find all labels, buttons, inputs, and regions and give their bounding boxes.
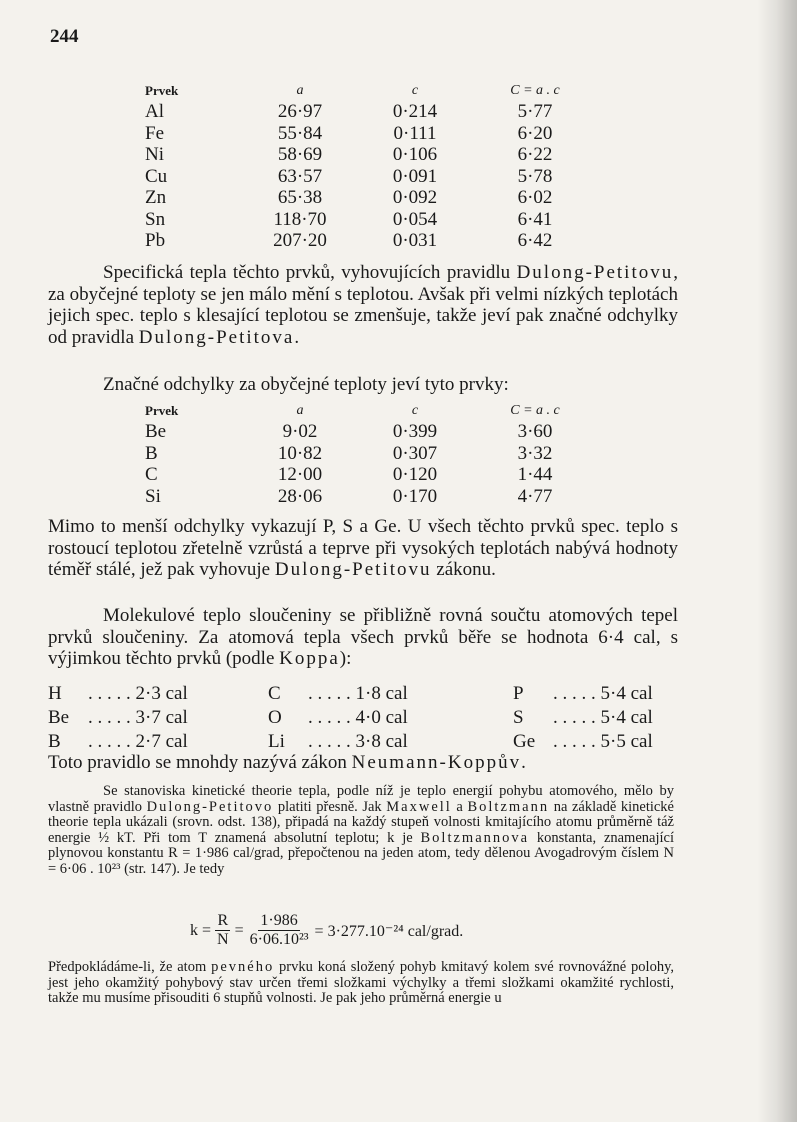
table-cell: Fe	[145, 122, 164, 144]
formula-lhs: k =	[190, 921, 212, 939]
leader-dots: . . . . .	[88, 683, 136, 704]
table-cell: Be	[145, 421, 167, 443]
table-cell: 5·77	[517, 101, 553, 123]
table-row	[145, 101, 595, 123]
table-cell: 26·97	[277, 101, 323, 123]
paragraph-other-deviations: Mimo to menší odchylky vykazují P, S a Ge. U všech těchto prvků spec. teplo s rostoucí teplotou zřetelně vzrůstá a teprve při vysokých teplotách nabývá hodnoty téměř stálé, jež pak vyhovuje Dulong-Petitovu zákonu.	[48, 516, 678, 580]
leader-dots: . . . . .	[88, 707, 136, 728]
table-cell: 0·307	[392, 442, 438, 464]
table-cell: 3·60	[517, 421, 553, 443]
heat-value	[308, 730, 513, 754]
table-cell: 0·120	[392, 464, 438, 486]
element-symbol: Li	[268, 731, 285, 752]
formula-result: = 3·277.10⁻²⁴ cal/grad.	[314, 922, 464, 940]
heat-value	[553, 682, 713, 706]
table-cell: 63·57	[277, 165, 323, 187]
heat-value	[308, 682, 513, 706]
heat-number: 2·7 cal	[135, 731, 188, 752]
paragraph-neumann-kopp: Toto pravidlo se mnohdy nazývá zákon Neumann-Koppův.	[48, 752, 526, 773]
table-cell: 6·42	[517, 230, 553, 252]
column-header: Prvek	[145, 83, 179, 98]
leader-dots: . . . . .	[308, 707, 356, 728]
table-cell: 5·78	[517, 165, 553, 187]
paragraph-molecular-heat: Molekulové teplo sloučeniny se přibližně rovná součtu atomových tepel prvků sloučeniny. Za atomová tepla všech prvků běře se hodnota 6·4 cal, s výjimkou těchto prvků (podle Koppa):	[48, 605, 678, 669]
heat-value	[88, 682, 268, 706]
table-cell: 6·02	[517, 187, 553, 209]
page-number: 244	[50, 26, 79, 47]
table-row	[145, 464, 595, 486]
table-cell: 0·170	[392, 485, 438, 507]
table-cell: 6·22	[517, 144, 553, 166]
heat-number: 5·4 cal	[600, 683, 653, 704]
table-row	[145, 123, 595, 145]
table-cell: 65·38	[277, 187, 323, 209]
table-cell: 55·84	[277, 122, 323, 144]
small-print-kinetic-theory: Se stanoviska kinetické theorie tepla, podle níž je teplo energií pohybu atomového, mělo by vlastně pravidlo Dulong-Petitovo platiti přesně. Jak Maxwell a Boltzmann na základě kinetické theorie tepla ukázali (srovn. odst. 138), připadá na každý stupeň volnosti kmitajícího atomu průměrně táž energie ½ kT. Při tom T znamená absolutní teplotu; k je Boltzmannova konstanta, znamenající plynovou konstantu R = 1·986 cal/grad, přepočtenou na jeden atom, tedy dělenou Avogadrovým číslem N = 6·06 . 10²³ (str. 147). Je tedy	[48, 783, 674, 877]
table-row	[145, 230, 595, 252]
heat-number: 1·8 cal	[355, 683, 408, 704]
fraction-value: $\frac{1\cdot 986}{\text{6·06.10²³}}$	[249, 912, 309, 948]
table-cell: 0·106	[392, 144, 438, 166]
table-cell: 3·32	[517, 442, 553, 464]
table-cell: 0·091	[392, 165, 438, 187]
page-edge-shadow	[757, 0, 797, 1122]
table-cell: 6·41	[517, 208, 553, 230]
heat-row	[48, 730, 713, 754]
heat-number: 2·3 cal	[135, 683, 188, 704]
column-header: C = a . c	[510, 83, 560, 98]
table-cell: 4·77	[517, 485, 553, 507]
table-cell: 0·111	[393, 122, 437, 144]
element-symbol: Be	[48, 707, 70, 728]
column-header: C = a . c	[510, 403, 560, 418]
table-cell: 12·00	[277, 464, 323, 486]
table-cell: 207·20	[273, 230, 327, 252]
leader-dots: . . . . .	[553, 707, 601, 728]
heat-number: 5·4 cal	[600, 707, 653, 728]
table-cell: 10·82	[277, 442, 323, 464]
column-header: c	[411, 83, 419, 98]
table-cell: Ni	[145, 144, 164, 166]
table-row	[145, 187, 595, 209]
table-cell: 0·054	[392, 208, 438, 230]
table-cell: Cu	[145, 165, 168, 187]
atomic-heat-table	[145, 80, 595, 252]
heat-row	[48, 706, 713, 730]
element-symbol: O	[268, 707, 282, 728]
table-cell: B	[145, 442, 158, 464]
paragraph-specific-heat: Specifická tepla těchto prvků, vyhovujících pravidlu Dulong-Petitovu, za obyčejné teploty se jen málo mění s teplotou. Avšak při velmi nízkých teplotách jejich spec. teplo s klesající teplotou se zmenšuje, takže jeví pak značné odchylky od pravidla Dulong-Petitova.	[48, 262, 678, 348]
table-cell: 0·031	[392, 230, 438, 252]
table-cell: 0·399	[392, 421, 438, 443]
element-symbol: P	[513, 683, 524, 704]
leader-dots: . . . . .	[553, 731, 601, 752]
boltzmann-constant-formula: k = $\frac{R}{N}$ = $\frac{1\cdot 986}{\text{6·06.10²³}}$ = 3·277.10⁻²⁴ cal/grad.	[190, 912, 464, 948]
table-row	[145, 421, 595, 443]
heat-row	[48, 682, 713, 706]
heat-value	[88, 730, 268, 754]
column-header: a	[296, 83, 304, 98]
deviation-table	[145, 400, 595, 507]
table-cell: 28·06	[277, 485, 323, 507]
table-cell: Sn	[145, 208, 166, 230]
table-row	[145, 209, 595, 231]
table-row	[145, 443, 595, 465]
element-symbol: Ge	[513, 731, 536, 752]
leader-dots: . . . . .	[553, 683, 601, 704]
table-header-row	[145, 80, 595, 101]
element-symbol: B	[48, 731, 61, 752]
table-cell: Pb	[145, 230, 166, 252]
table-cell: 0·092	[392, 187, 438, 209]
column-header: a	[296, 403, 304, 418]
column-header: c	[411, 403, 419, 418]
table-row	[145, 166, 595, 188]
leader-dots: . . . . .	[308, 683, 356, 704]
heat-value	[308, 706, 513, 730]
leader-dots: . . . . .	[88, 731, 136, 752]
table-cell: 0·214	[392, 101, 438, 123]
heat-value	[553, 730, 713, 754]
table-cell: 1·44	[517, 464, 553, 486]
heat-number: 3·7 cal	[135, 707, 188, 728]
table-cell: 9·02	[282, 421, 318, 443]
element-symbol: S	[513, 707, 524, 728]
fraction-r-over-n: $\frac{R}{N}$	[217, 912, 229, 948]
element-symbol: H	[48, 683, 62, 704]
heat-number: 3·8 cal	[355, 731, 408, 752]
heat-number: 5·5 cal	[600, 731, 653, 752]
heat-value	[88, 706, 268, 730]
table-cell: C	[145, 464, 158, 486]
table-row	[145, 486, 595, 508]
heat-number: 4·0 cal	[355, 707, 408, 728]
table-cell: 118·70	[273, 208, 327, 230]
kopp-heat-values	[48, 682, 713, 754]
paragraph-deviations: Značné odchylky za obyčejné teploty jeví tyto prvky:	[103, 374, 509, 395]
table-cell: 58·69	[277, 144, 323, 166]
small-print-solid-atom: Předpokládáme-li, že atom pevného prvku koná složený pohyb kmitavý kolem své rovnovážné polohy, jest jeho okamžitý pohybový stav určen třemi složkami výchylky a třemi složkami okamžité rychlosti, takže mu musíme přisouditi 6 stupňů volnosti. Je pak jeho průměrná energie u	[48, 959, 675, 1006]
table-cell: Al	[145, 101, 164, 123]
table-cell: Zn	[145, 187, 167, 209]
heat-value	[553, 706, 713, 730]
column-header: Prvek	[145, 403, 179, 418]
table-cell: 6·20	[517, 122, 553, 144]
table-header-row	[145, 400, 595, 421]
leader-dots: . . . . .	[308, 731, 356, 752]
table-row	[145, 144, 595, 166]
table-cell: Si	[145, 485, 161, 507]
element-symbol: C	[268, 683, 281, 704]
